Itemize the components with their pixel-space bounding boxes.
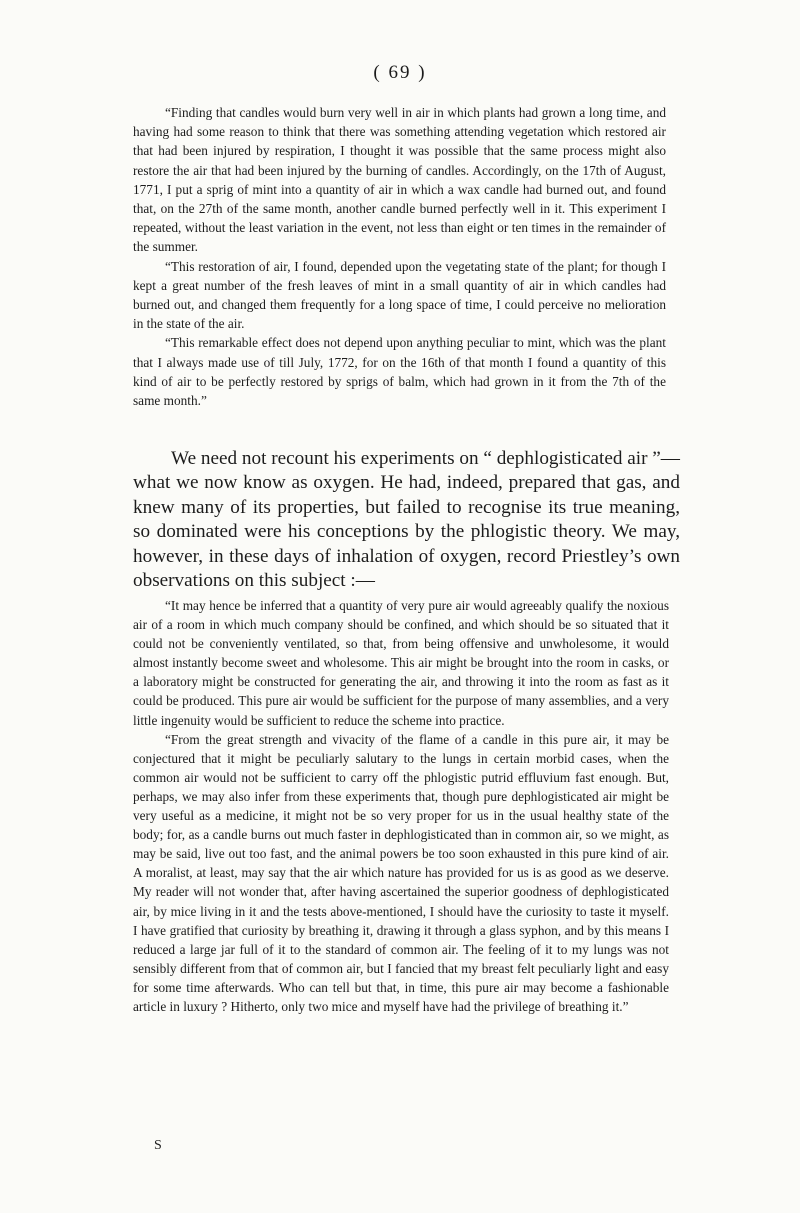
quote-paragraph: “It may hence be inferred that a quantity of very pure air would agreeably qualify the noxious air of a room in which much company should be confined, and which should be so situated that it could not be conveniently ventilated, so that, from being offensive and unwholesome, it would almost instantly become sweet and wholesome. This air might be brought into the room in casks, or a laboratory might be constructed for generating the air, and throwing it into the room as fast as it could be produced. This pure air would be sufficient for the purpose of many assemblies, and a very little ingenuity would be sufficient to reduce the scheme into practice.	[133, 598, 669, 728]
quote-paragraph: “From the great strength and vivacity of the flame of a candle in this pure air, it may be conjectured that it might be peculiarly salutary to the lungs in certain morbid cases, when the common air would not be sufficient to carry off the phlogistic putrid effluvium fast enough. But, perhaps, we may also infer from these experiments that, though pure dephlogisticated air might be very useful as a medicine, it might not be so very proper for us in the usual healthy state of the body; for, as a candle burns out much faster in dephlogisticated than in common air, so we might, as may be said, live out too fast, and the animal powers be too soon exhausted in this pure kind of air. A moralist, at least, may say that the air which nature has provided for us is as good as we deserve. My reader will not wonder that, after having ascertained the superior goodness of dephlogisticated air, by mice living in it and the tests above-mentioned, I should have the curiosity to taste it myself. I have gratified that curiosity by breathing it, drawing it through a glass syphon, and by this means I reduced a large jar full of it to the standard of common air. The feeling of it to my lungs was not sensibly different from that of common air, but I fancied that my breast felt peculiarly light and easy for some time afterwards. Who can tell but that, in time, this pure air may become a fashionable article in luxury ? Hitherto, only two mice and myself have had the privilege of breathing it.”	[133, 731, 669, 1014]
priestley-quote-mint	[133, 103, 666, 410]
quote-paragraph: “Finding that candles would burn very well in air in which plants had grown a long time, and having had some reason to think that there was something attending vegetation which restored air that had been injured by respiration, I thought it was possible that the same process might also restore the air that had been injured by the burning of candles. Accordingly, on the 17th of August, 1771, I put a sprig of mint into a quantity of air in which a wax candle had burned out, and found that, on the 27th of the same month, another candle burned perfectly well in it. This experiment I repeated, without the least variation in the event, not less than eight or ten times in the remainder of the summer.	[133, 105, 666, 255]
page-number: ( 69 )	[373, 62, 427, 83]
quote-paragraph: “This remarkable effect does not depend upon anything peculiar to mint, which was the plant that I always made use of till July, 1772, for on the 16th of that month I found a quantity of this kind of air to be perfectly restored by sprigs of balm, which had grown in it from the 7th of the same month.”	[133, 335, 666, 409]
signature-mark: S	[154, 1138, 162, 1153]
body-paragraph: We need not recount his experiments on “ dephlogisticated air ”—what we now know as oxygen. He had, indeed, prepared that gas, and knew many of its properties, but failed to recognise its true meaning, so dominated were his conceptions by the phlogistic theory. We may, however, in these days of inhalation of oxygen, record Priestley’s own observations on this subject :—	[133, 448, 680, 592]
quote-paragraph: “This restoration of air, I found, depended upon the vegetating state of the plant; for though I kept a great number of the fresh leaves of mint in a small quantity of air in which candles had burned out, and changed them frequently for a long space of time, I could perceive no melioration in the state of the air.	[133, 258, 666, 332]
priestley-quote-pure-air	[133, 596, 669, 1016]
